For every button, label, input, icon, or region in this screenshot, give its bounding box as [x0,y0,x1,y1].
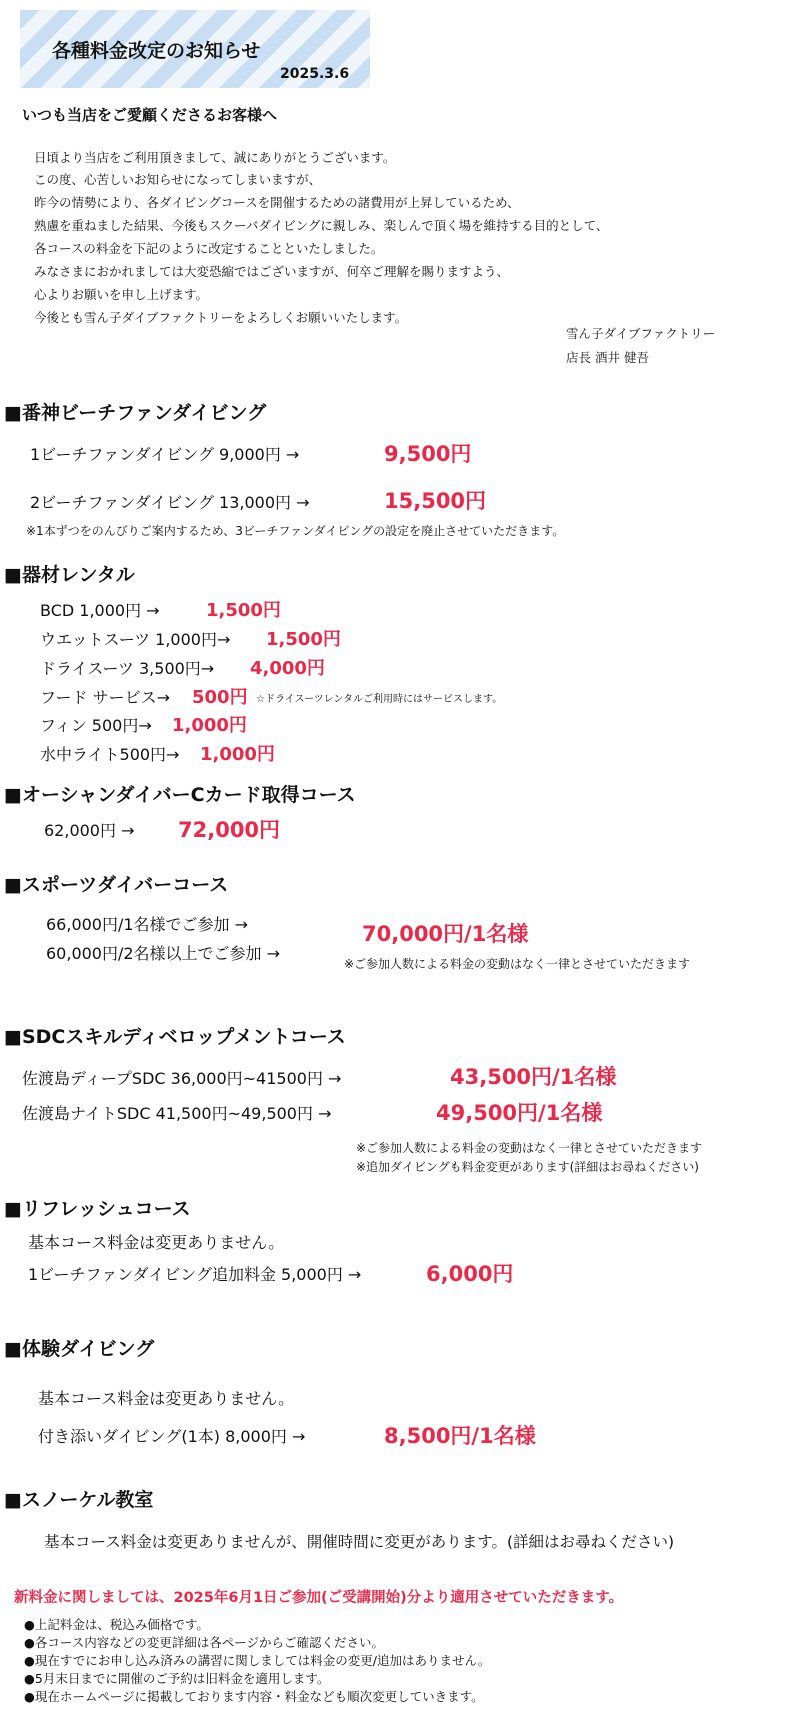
price-new: 70,000円/1名様 [362,922,529,946]
price-new: 72,000円 [178,818,281,842]
price-new: 15,500円 [384,489,487,513]
rental-new: 4,000円 [250,658,325,679]
rental-new: 1,500円 [266,629,341,650]
rental-old: フード サービス→ [40,688,171,707]
sdc-note: ※ご参加人数による料金の変動はなく一律とさせていただきます [356,1141,703,1155]
greeting: いつも当店をご愛顧くださるお客様へ [22,106,278,124]
section-heading-refresh: ■リフレッシュコース [4,1198,191,1220]
intro-line: 各コースの料金を下記のように改定することといたしました。 [34,241,384,256]
footer-bullet: ●5月末日までに開催のご予約は旧料金を適用します。 [24,1671,330,1686]
price-old: 60,000円/2名様以上でご参加 → [46,944,281,963]
footer-bullet: ●各コース内容などの変更詳細は各ページからご確認ください。 [24,1635,385,1650]
page-title: 各種料金改定のお知らせ [52,40,261,62]
trial-text: 基本コース料金は変更ありません。 [38,1389,295,1408]
rental-old: フィン 500円→ [40,716,152,735]
intro-line: 日頃より当店をご利用頂きまして、誠にありがとうございます。 [34,150,396,165]
price-new: 6,000円 [426,1262,514,1286]
intro-line: 今後とも雪ん子ダイブファクトリーをよろしくお願いいたします。 [34,310,408,325]
price-old: 付き添いダイビング(1本) 8,000円 → [38,1427,306,1446]
rental-new: 1,000円 [172,715,247,736]
intro-line: この度、心苦しいお知らせになってしまいますが、 [34,172,322,187]
section-heading-sports: ■スポーツダイバーコース [4,874,229,896]
section-heading-snorkel: ■スノーケル教室 [4,1489,154,1511]
sdc-note: ※追加ダイビングも料金変更があります(詳細はお尋ねください) [356,1160,699,1174]
rental-new: 1,500円 [206,600,281,621]
price-new: 43,500円/1名様 [450,1065,617,1089]
rental-note: ☆ドライスーツレンタルご利用時にはサービスします。 [256,694,503,705]
footer-bullet: ●現在すでにお申し込み済みの講習に関しましては料金の変更/追加はありません。 [24,1653,491,1668]
price-old: 66,000円/1名様でご参加 → [46,915,249,934]
section-heading-rental: ■器材レンタル [4,564,135,586]
price-new: 8,500円/1名様 [384,1424,536,1448]
price-old: 62,000円 → [44,821,135,840]
section-heading-beach: ■番神ビーチファンダイビング [4,402,267,424]
intro-line: 心よりお願いを申し上げます。 [34,287,209,302]
price-new: 49,500円/1名様 [436,1101,603,1125]
price-old: 2ビーチファンダイビング 13,000円 → [30,493,310,512]
price-old: 1ビーチファンダイビング 9,000円 → [30,445,300,464]
price-old: 1ビーチファンダイビング追加料金 5,000円 → [28,1265,362,1284]
rental-new: 500円 [192,687,248,708]
sports-note: ※ご参加人数による料金の変動はなく一律とさせていただきます [344,957,691,971]
rental-new: 1,000円 [200,744,275,765]
rental-old: ドライスーツ 3,500円→ [40,659,215,678]
shop-name: 雪ん子ダイブファクトリー [566,326,716,341]
price-old: 佐渡島ナイトSDC 41,500円~49,500円 → [22,1104,332,1123]
notice-date: 2025.3.6 [280,66,350,82]
snorkel-text: 基本コース料金は変更ありませんが、開催時間に変更があります。(詳細はお尋ねください) [44,1533,675,1551]
section-heading-sdc: ■SDCスキルディベロップメントコース [4,1026,346,1048]
intro-line: みなさまにおかれましては大変恐縮ではございますが、何卒ご理解を賜りますよう、 [34,264,510,279]
refresh-text: 基本コース料金は変更ありません。 [28,1233,285,1252]
intro-line: 昨今の情勢により、各ダイビングコースを開催するための諸費用が上昇しているため、 [34,195,520,210]
intro-line: 熟慮を重ねました結果、今後もスクーバダイビングに親しみ、楽しんで頂く場を維持する目的として、 [34,218,609,233]
footer-bullet: ●現在ホームページに掲載しております内容・料金なども順次変更していきます。 [24,1689,484,1704]
rental-old: BCD 1,000円 → [40,601,160,620]
price-old: 佐渡島ディープSDC 36,000円~41500円 → [22,1069,342,1088]
rental-old: ウエットスーツ 1,000円→ [40,630,231,649]
section-heading-trial: ■体験ダイビング [4,1338,155,1360]
footer-bullet: ●上記料金は、税込み価格です。 [24,1617,209,1632]
manager-name: 店長 酒井 健吾 [566,350,649,365]
beach-note: ※1本ずつをのんびりご案内するため、3ビーチファンダイビングの設定を廃止させていただきます。 [26,524,565,538]
section-heading-ocean: ■オーシャンダイバーCカード取得コース [4,784,356,806]
price-new: 9,500円 [384,442,472,466]
effective-date-notice: 新料金に関しましては、2025年6月1日ご参加(ご受講開始)分より適用させていただきます。 [14,1590,624,1606]
rental-old: 水中ライト500円→ [40,745,180,764]
